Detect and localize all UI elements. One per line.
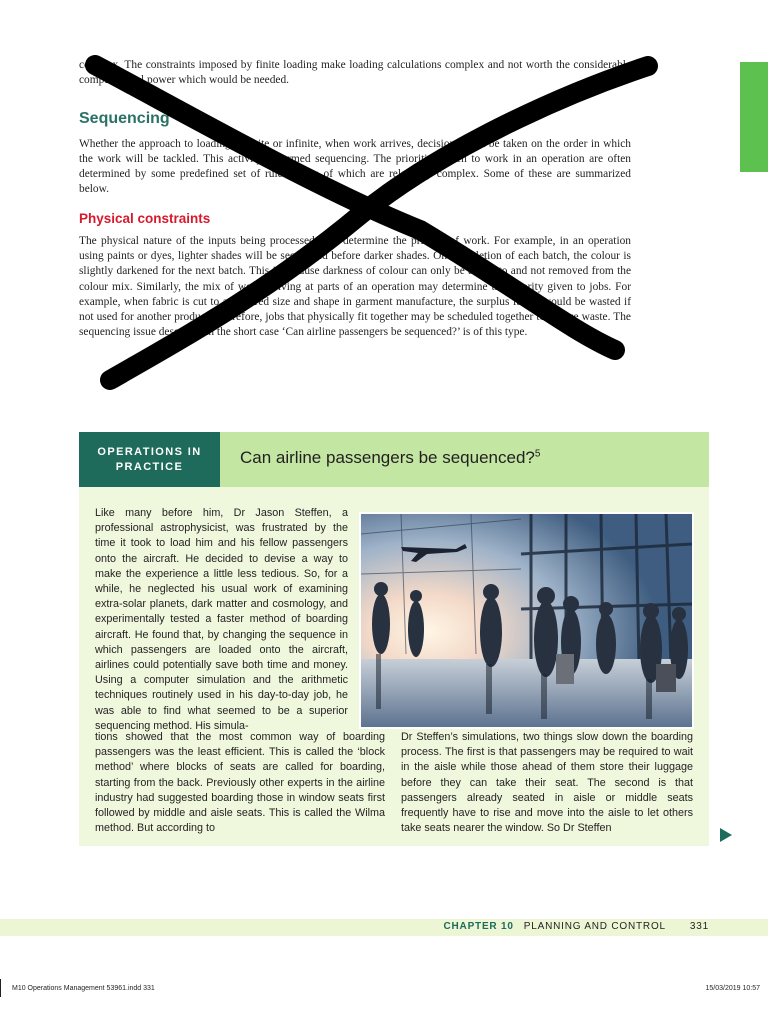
subsection-paragraph: The physical nature of the inputs being processed may determine the priority of work. For example, in an operation using paints or dyes, lighter shades will be sequenced before darker shades. On completion of each batch, the colour is slightly darkened for the next batch. This is because darkness of colour can only be added to and not removed from the colour mix. Similarly, the mix of work arriving at parts of an operation may determine the priority given to jobs. For example, when fabric is cut to a required size and shape in garment manufacture, the surplus fabric would be wasted if not used for another product. Therefore, jobs that physically fit together may be scheduled together to reduce waste. The sequencing issue described in the short case ‘Can airline passengers be sequenced?’ is of this type.: [79, 235, 631, 339]
footnote-marker: 5: [534, 448, 541, 460]
box-label: [79, 432, 220, 487]
box-text-left-bottom: tions showed that the most common way of boarding passengers was the least efficient. This is called the ‘block method’ where blocks of seats are called for boarding, starting from the back. Previously other experts in the airline industry had suggested boarding those in window seats first followed by middle and aisle seats. This is called the Wilma method. But according to: [95, 731, 385, 835]
box-title: [240, 448, 540, 468]
box-text-right: Dr Steffen’s simulations, two things slow down the boarding process. The first is that passengers may be required to wait in the aisle while those ahead of them store their luggage before they can take their seat. The second is that passengers already seated in aisle or middle seats frequently have to rise and move into the aisle to let others take seats nearer the window. So Dr Steffen: [401, 731, 693, 835]
crop-mark: [0, 979, 1, 997]
subsection-heading: Physical constraints: [79, 211, 211, 226]
section-heading: Sequencing: [79, 110, 170, 127]
section-paragraph: Whether the approach to loading is finite or infinite, when work arrives, decisions must be taken on the order in which the work will be tackled. This activity is termed sequencing. The priorities given to work in an operation are often determined by some predefined set of rules, some of which are relatively complex. Some of these are summarized below.: [79, 138, 631, 195]
airport-terminal-photo: [359, 512, 694, 729]
operations-in-practice-box: [79, 432, 709, 846]
footer-chapter-title: PLANNING AND CONTROL: [523, 921, 666, 932]
box-header: [79, 432, 709, 487]
running-footer: [444, 921, 709, 932]
footer-chapter: CHAPTER 10: [443, 921, 514, 932]
chapter-tab-marker: [740, 62, 768, 172]
print-slug-date: 15/03/2019 10:57: [705, 985, 760, 992]
box-label-text: OPERATIONS IN PRACTICE: [97, 445, 202, 473]
page-number: 331: [689, 921, 709, 932]
box-text-left-top: Like many before him, Dr Jason Steffen, a professional astrophysicist, was frustrated by the time it took to load him and his fellow passengers onto the aircraft. He decided to devise a way to make the experience a little less tedious. So, for a while, he neglected his usual work of examining extra-solar planets, dark matter and cosmology, and experimentally tested a faster method of boarding aircraft. He found that, by changing the sequence in which passengers are loaded onto the aircraft, airlines could potentially save both time and money. Using a computer simulation and the arithmetic techniques routinely used in his day-to-day job, he was able to find what seemed to be a superior sequencing method. His simula-: [95, 507, 348, 732]
box-title-text: Can airline passengers be sequenced?: [240, 448, 535, 467]
print-slug-file: M10 Operations Management 53961.indd 331: [12, 985, 155, 992]
continue-arrow-icon: [720, 828, 732, 842]
top-paragraph: complex. The constraints imposed by finite loading make loading calculations complex and not worth the considerable computational power which would be needed.: [79, 59, 631, 86]
